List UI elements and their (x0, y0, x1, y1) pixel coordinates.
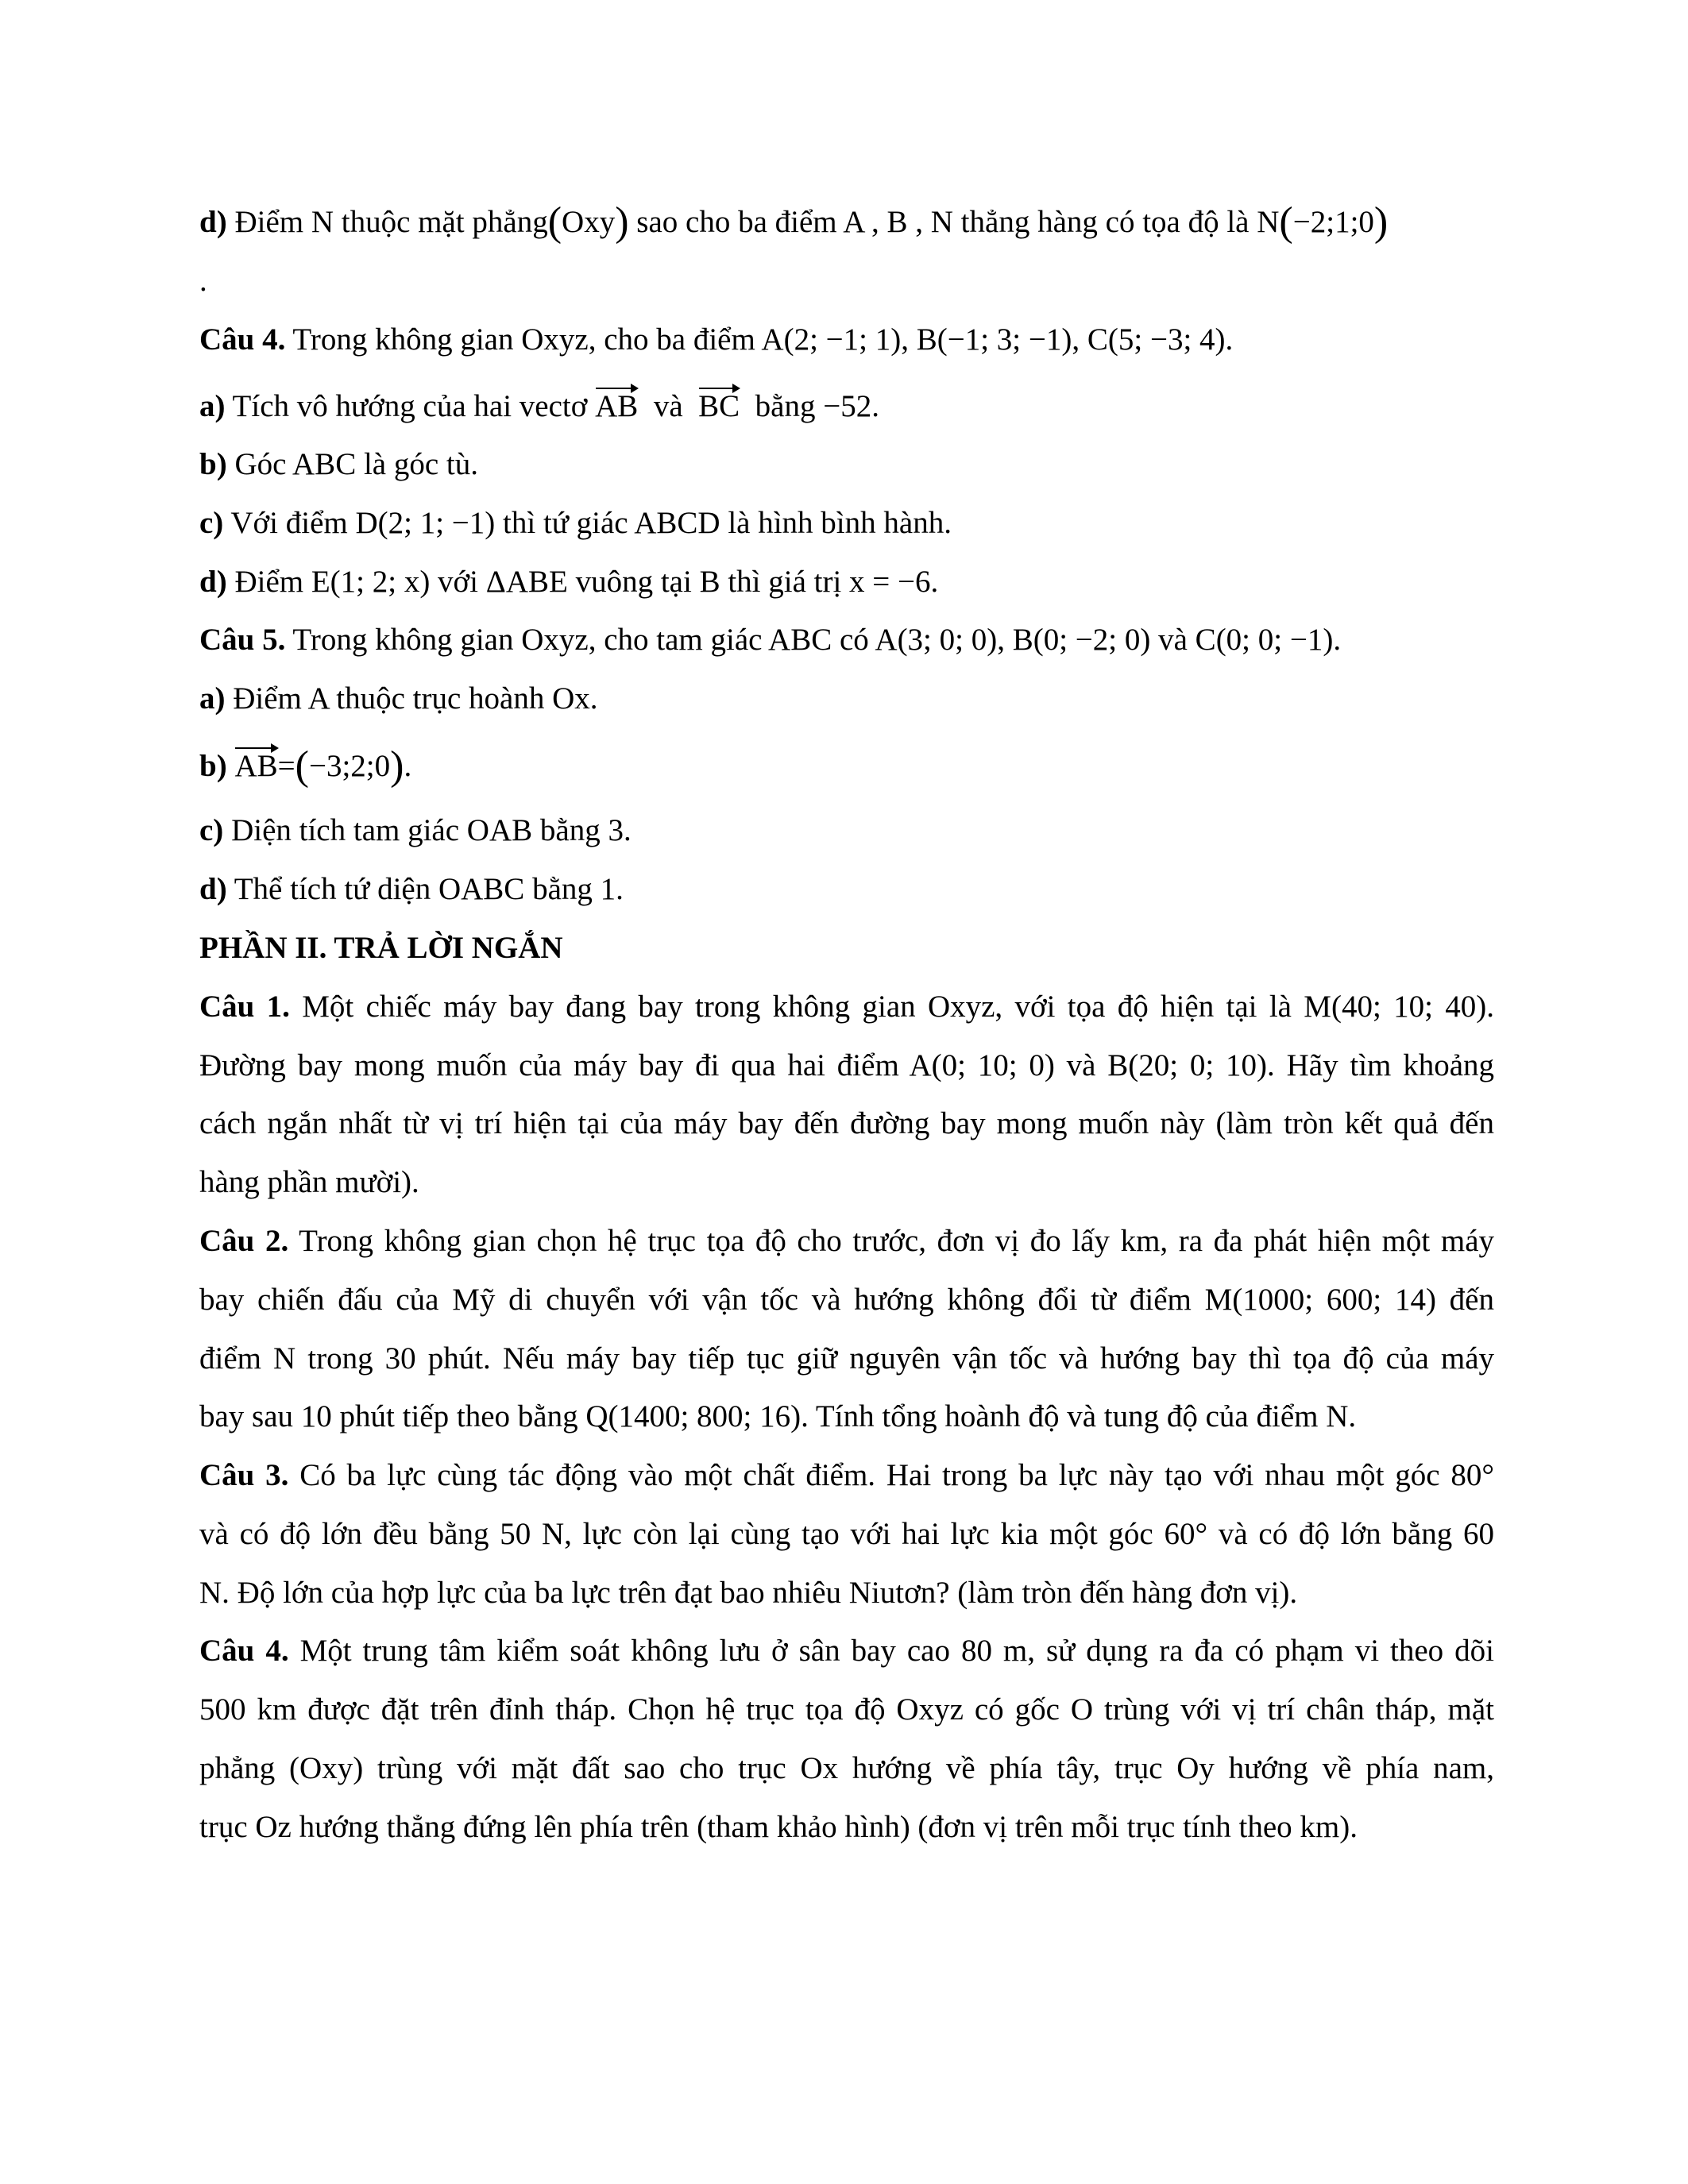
vector-ab: AB (595, 383, 638, 423)
question-label: Câu 3. (199, 1458, 289, 1492)
item-label: a) (199, 389, 226, 423)
p2-q2-line-2: bay chiến đấu của Mỹ di chuyển với vận tốc và hướng không đổi từ điểm M(1000; 600; 14) đến (199, 1283, 1494, 1317)
item-label: c) (199, 506, 224, 540)
item-label: c) (199, 813, 224, 847)
question-label: Câu 1. (199, 990, 290, 1024)
p2-q3-line-1: Câu 3. Có ba lực cùng tác động vào một chất điểm. Hai trong ba lực này tạo với nhau một góc 80° (199, 1458, 1494, 1492)
p2-q4-line-4: trục Oz hướng thẳng đứng lên phía trên (tham khảo hình) (đơn vị trên mỗi trục tính theo km). (199, 1810, 1358, 1844)
item-label: b) (199, 447, 227, 481)
item-label: a) (199, 681, 226, 716)
plane-oxy: Oxy (562, 205, 616, 239)
question-label: Câu 5. (199, 623, 286, 657)
item-label: d) (199, 872, 227, 906)
item-label: d) (199, 565, 227, 599)
p2-q2-line-3: điểm N trong 30 phút. Nếu máy bay tiếp tục giữ nguyên vận tốc và hướng bay thì tọa độ của máy (199, 1341, 1494, 1376)
p2-q1-line-2: Đường bay mong muốn của máy bay đi qua hai điểm A(0; 10; 0) và B(20; 0; 10). Hãy tìm khoảng (199, 1048, 1494, 1082)
question-label: Câu 4. (199, 1634, 289, 1668)
p2-q1-line-1: Câu 1. Một chiếc máy bay đang bay trong không gian Oxyz, với tọa độ hiện tại là M(40; 10; 40). (199, 990, 1495, 1024)
question-label: Câu 2. (199, 1224, 289, 1258)
coords: −2;1;0 (1292, 205, 1374, 239)
p2-q3-line-3: N. Độ lớn của hợp lực của ba lực trên đạt bao nhiêu Niutơn? (làm tròn đến hàng đơn vị). (199, 1576, 1298, 1610)
q5-item-b: b) AB=(−3;2;0). (199, 743, 412, 789)
point-a: A (843, 205, 864, 239)
q4-item-a: a) Tích vô hướng của hai vectơ AB và BC bằng −52. (199, 383, 1494, 426)
q4-item-b: b) Góc ABC là góc tù. (199, 447, 478, 481)
q4-item-c: c) Với điểm D(2; 1; −1) thì tứ giác ABCD là hình bình hành. (199, 506, 952, 540)
vector-ab: AB (234, 743, 277, 782)
p2-q4-line-3: phẳng (Oxy) trùng với mặt đất sao cho trục Ox hướng về phía tây, trục Oy hướng về phía nam, (199, 1751, 1494, 1785)
point-n: N (1257, 205, 1280, 239)
point-n: N (930, 205, 953, 239)
p2-q2-line-1: Câu 2. Trong không gian chọn hệ trục tọa độ cho trước, đơn vị đo lấy km, ra đa phát hiện một máy (199, 1224, 1495, 1258)
q3-item-d-period: . (199, 264, 207, 298)
q4-item-d: d) Điểm E(1; 2; x) với ΔABE vuông tại B thì giá trị x = −6. (199, 565, 939, 599)
p2-q4-line-1: Câu 4. Một trung tâm kiểm soát không lưu ở sân bay cao 80 m, sử dụng ra đa có phạm vi theo dõi (199, 1634, 1494, 1668)
q5-stem: Câu 5. Trong không gian Oxyz, cho tam giác ABC có A(3; 0; 0), B(0; −2; 0) và C(0; 0; −1). (199, 623, 1342, 657)
p2-q3-line-2: và có độ lớn đều bằng 50 N, lực còn lại cùng tạo với hai lực kia một góc 60° và có độ lớn bằng 60 (199, 1517, 1494, 1551)
p2-q2-line-4: bay sau 10 phút tiếp theo bằng Q(1400; 800; 16). Tính tổng hoành độ và tung độ của điểm N. (199, 1399, 1357, 1433)
p2-q1-line-3: cách ngắn nhất từ vị trí hiện tại của máy bay đến đường bay mong muốn này (làm tròn kết quả đến (199, 1106, 1494, 1140)
question-label: Câu 4. (199, 322, 286, 357)
q5-item-a: a) Điểm A thuộc trục hoành Ox. (199, 681, 598, 716)
item-label: b) (199, 749, 227, 783)
point-b: B (886, 205, 908, 239)
coords: −3;2;0 (308, 749, 391, 783)
q4-stem: Câu 4. Trong không gian Oxyz, cho ba điểm A(2; −1; 1), B(−1; 3; −1), C(5; −3; 4). (199, 322, 1234, 357)
q3-item-d: d) Điểm N thuộc mặt phẳng(Oxy) sao cho ba điểm A , B , N thẳng hàng có tọa độ là N(−2;1;0) (199, 199, 1389, 245)
item-label: d) (199, 205, 227, 239)
vector-bc: BC (698, 383, 740, 423)
point-n: N (311, 205, 334, 239)
q5-item-d: d) Thể tích tứ diện OABC bằng 1. (199, 872, 624, 906)
equals-sign: = (277, 749, 295, 783)
p2-q1-line-4: hàng phần mười). (199, 1165, 419, 1199)
q5-item-c: c) Diện tích tam giác OAB bằng 3. (199, 813, 632, 847)
part2-heading: PHẦN II. TRẢ LỜI NGẮN (199, 931, 563, 965)
p2-q4-line-2: 500 km được đặt trên đỉnh tháp. Chọn hệ trục tọa độ Oxyz có gốc O trùng với vị trí chân tháp, mặt (199, 1692, 1494, 1727)
